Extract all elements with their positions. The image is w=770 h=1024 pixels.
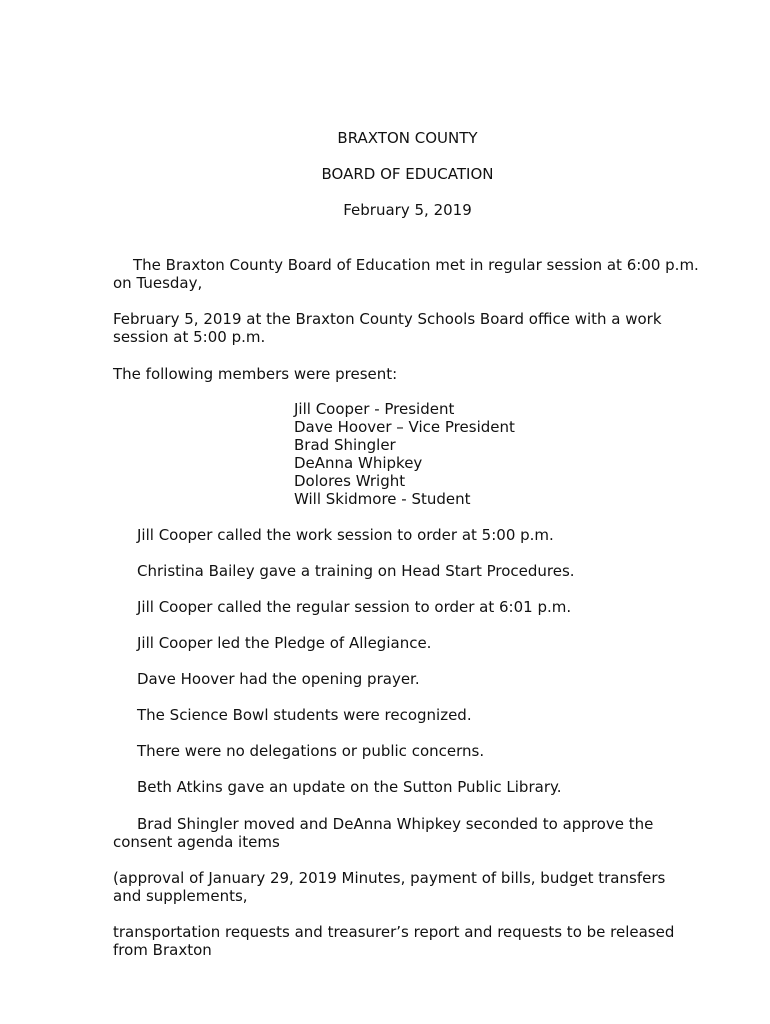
county-heading: BRAXTON COUNTY [337, 129, 478, 147]
motion-line-6: from Braxton [113, 941, 212, 959]
member-item: Jill Cooper - President [294, 400, 455, 418]
motion-line-4: and supplements, [113, 887, 248, 905]
motion-line-5: transportation requests and treasurer’s report and requests to be released [113, 923, 675, 941]
minutes-item: There were no delegations or public concerns. [137, 742, 485, 760]
board-heading: BOARD OF EDUCATION [321, 165, 494, 183]
members-intro: The following members were present: [113, 365, 398, 383]
minutes-item: The Science Bowl students were recognized. [137, 706, 472, 724]
minutes-item: Christina Bailey gave a training on Head Start Procedures. [137, 562, 575, 580]
meeting-date: February 5, 2019 [343, 201, 472, 219]
member-item: DeAnna Whipkey [294, 454, 423, 472]
intro-line-4: session at 5:00 p.m. [113, 328, 266, 346]
intro-line-1: The Braxton County Board of Education met in regular session at 6:00 p.m. [133, 256, 699, 274]
member-item: Dave Hoover – Vice President [294, 418, 515, 436]
minutes-item: Beth Atkins gave an update on the Sutton Public Library. [137, 778, 562, 796]
member-item: Will Skidmore - Student [294, 490, 471, 508]
member-item: Dolores Wright [294, 472, 406, 490]
minutes-item: Jill Cooper led the Pledge of Allegiance. [137, 634, 432, 652]
intro-line-3: February 5, 2019 at the Braxton County Schools Board office with a work [113, 310, 662, 328]
minutes-item: Jill Cooper called the work session to order at 5:00 p.m. [137, 526, 554, 544]
member-item: Brad Shingler [294, 436, 396, 454]
motion-line-1: Brad Shingler moved and DeAnna Whipkey seconded to approve the [137, 815, 654, 833]
minutes-item: Dave Hoover had the opening prayer. [137, 670, 420, 688]
motion-line-2: consent agenda items [113, 833, 280, 851]
intro-line-2: on Tuesday, [113, 274, 203, 292]
motion-line-3: (approval of January 29, 2019 Minutes, payment of bills, budget transfers [113, 869, 666, 887]
minutes-item: Jill Cooper called the regular session to order at 6:01 p.m. [137, 598, 572, 616]
